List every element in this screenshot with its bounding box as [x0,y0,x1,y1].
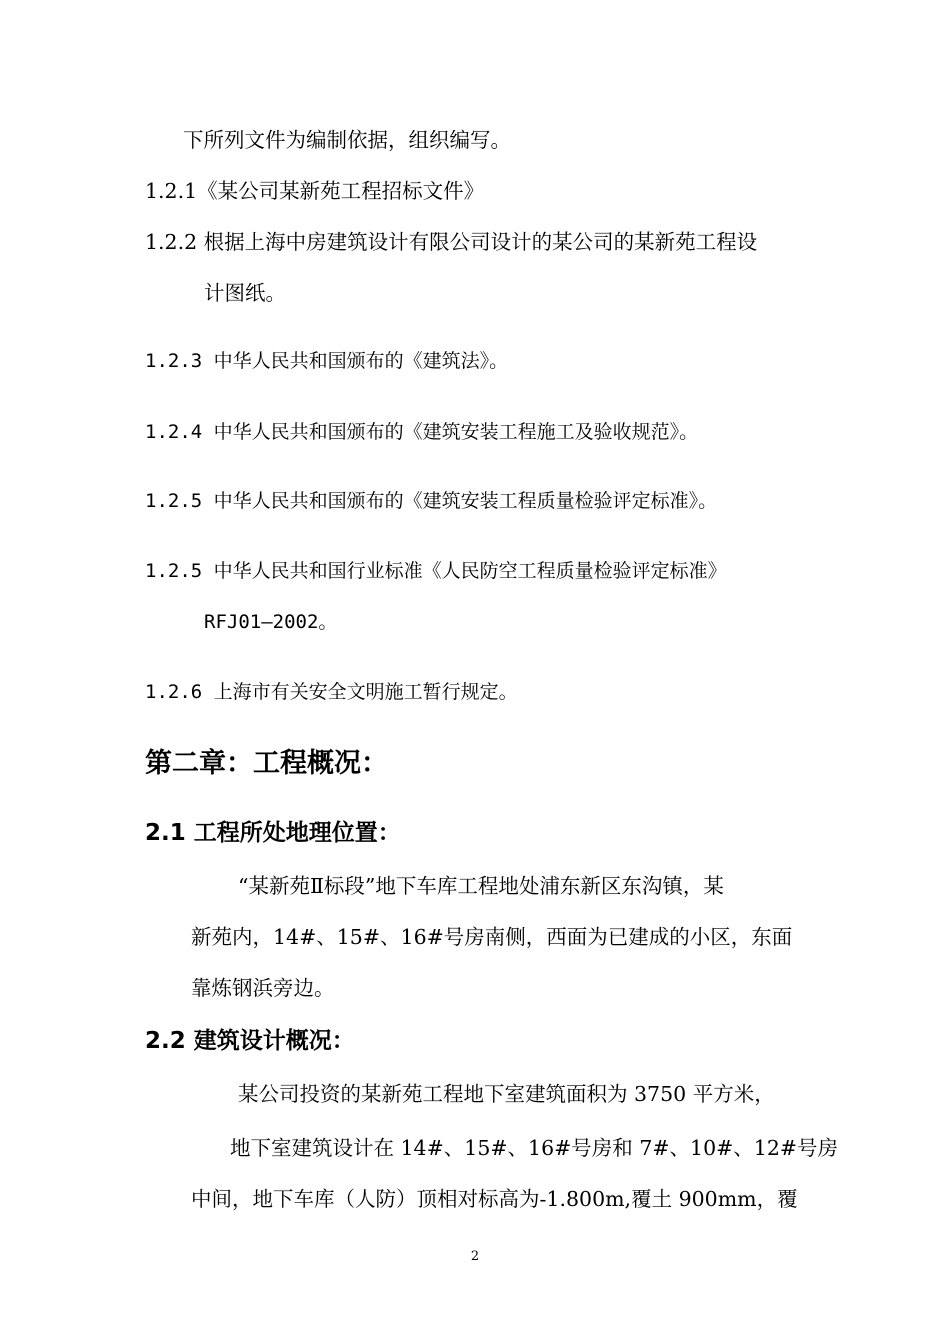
ref-1-2-5b: 1.2.5 中华人民共和国行业标准《人民防空工程质量检验评定标准》 [145,560,727,582]
section-2-2-para-line3: 中间，地下车库（人防）顶相对标高为-1.800m,覆土 900mm，覆 [191,1187,798,1211]
page-number: 2 [470,1249,480,1264]
section-2-1-para-line1: “某新苑Ⅱ标段”地下车库工程地处浦东新区东沟镇，某 [238,874,724,898]
section-2-1-para-line3: 靠炼钢浜旁边。 [191,976,335,1000]
intro-text: 下所列文件为编制依据，组织编写。 [183,128,511,152]
section-2-2-para-line2: 地下室建筑设计在 14#、15#、16#号房和 7#、10#、12#号房 [230,1136,839,1160]
ref-1-2-2: 1.2.2 根据上海中房建筑设计有限公司设计的某公司的某新苑工程设 [145,230,758,254]
ref-1-2-1: 1.2.1《某公司某新苑工程招标文件》 [145,179,485,203]
ref-1-2-3: 1.2.3 中华人民共和国颁布的《建筑法》。 [145,350,509,372]
ref-1-2-4: 1.2.4 中华人民共和国颁布的《建筑安装工程施工及验收规范》。 [145,421,699,443]
section-2-2-title: 2.2 建筑设计概况： [145,1028,355,1054]
ref-1-2-6: 1.2.6 上海市有关安全文明施工暂行规定。 [145,681,518,703]
ref-1-2-2-cont: 计图纸。 [204,281,286,305]
ref-1-2-5b-cont: RFJ01—2002。 [204,611,338,633]
section-2-1-title: 2.1 工程所处地理位置： [145,820,401,846]
ref-1-2-5a: 1.2.5 中华人民共和国颁布的《建筑安装工程质量检验评定标准》。 [145,490,718,512]
chapter-2-title: 第二章：工程概况： [145,748,388,779]
section-2-1-para-line2: 新苑内，14#、15#、16#号房南侧，西面为已建成的小区，东面 [191,925,793,949]
section-2-2-para-line1: 某公司投资的某新苑工程地下室建筑面积为 3750 平方米， [238,1082,775,1106]
